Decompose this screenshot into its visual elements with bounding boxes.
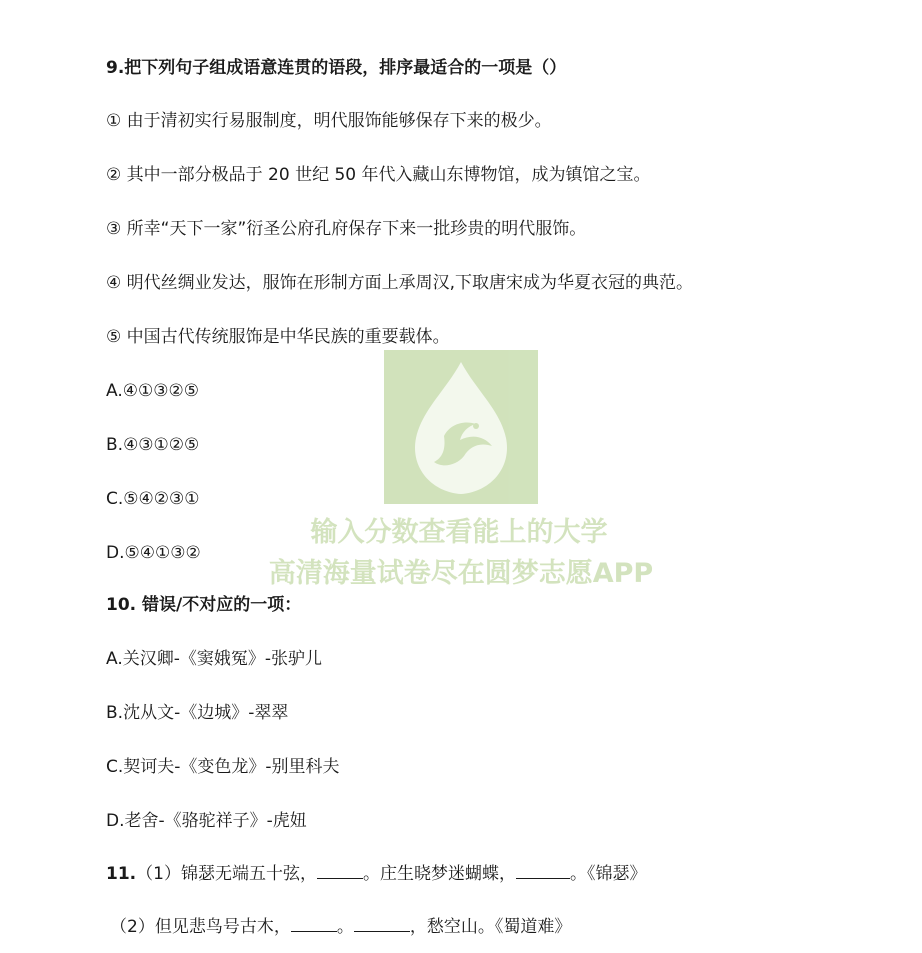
question-10-option-b: B.沈从文-《边城》-翠翠 <box>106 703 289 723</box>
question-9-sentence-5: ⑤ 中国古代传统服饰是中华民族的重要载体。 <box>106 327 450 347</box>
question-9-sentence-1: ① 由于清初实行易服制度，明代服饰能够保存下来的极少。 <box>106 111 552 131</box>
watermark-logo <box>384 350 538 504</box>
question-9-sentence-2: ② 其中一部分极品于 20 世纪 50 年代入藏山东博物馆，成为镇馆之宝。 <box>106 165 651 185</box>
question-10-title: 10. 错误/不对应的一项： <box>106 595 302 615</box>
question-11-part-2-text-a: （2）但见悲鸟号古木， <box>110 917 291 937</box>
flame-bird-icon <box>384 350 538 504</box>
answer-blank[interactable] <box>354 915 410 932</box>
question-11-number: 11. <box>106 864 137 884</box>
answer-blank[interactable] <box>516 862 570 879</box>
question-11-part-1-text-c: 。《锦瑟》 <box>569 864 647 884</box>
question-9-title: 9.把下列句子组成语意连贯的语段，排序最适合的一项是（） <box>106 58 567 78</box>
question-11-part-1-text-b: 。庄生晓梦迷蝴蝶， <box>362 864 516 884</box>
question-11-part-2-text-b: 。 <box>336 917 354 937</box>
watermark-text-line-1: 输入分数查看能上的大学 <box>310 517 608 548</box>
question-10-option-d: D.老舍-《骆驼祥子》-虎妞 <box>106 811 307 831</box>
question-9-option-a: A.④①③②⑤ <box>106 381 199 401</box>
answer-blank[interactable] <box>291 915 337 932</box>
answer-blank[interactable] <box>317 862 363 879</box>
watermark-text-line-2: 高清海量试卷尽在圆梦志愿APP <box>268 558 654 589</box>
question-9-sentence-3: ③ 所幸“天下一家”衍圣公府孔府保存下来一批珍贵的明代服饰。 <box>106 219 587 239</box>
question-9-option-b: B.④③①②⑤ <box>106 435 200 455</box>
question-9-sentence-4: ④ 明代丝绸业发达，服饰在形制方面上承周汉,下取唐宋成为华夏衣冠的典范。 <box>106 273 694 293</box>
question-10-option-a: A.关汉卿-《窦娥冤》-张驴儿 <box>106 649 323 669</box>
question-11-part-1-text-a: （1）锦瑟无端五十弦， <box>136 864 317 884</box>
question-11-part-2 <box>110 915 571 938</box>
question-11-part-2-text-c: ，愁空山。《蜀道难》 <box>409 917 572 937</box>
question-11-part-1 <box>106 862 646 885</box>
question-10-option-c: C.契诃夫-《变色龙》-别里科夫 <box>106 757 340 777</box>
question-9-option-d: D.⑤④①③② <box>106 543 201 563</box>
question-9-option-c: C.⑤④②③① <box>106 489 200 509</box>
